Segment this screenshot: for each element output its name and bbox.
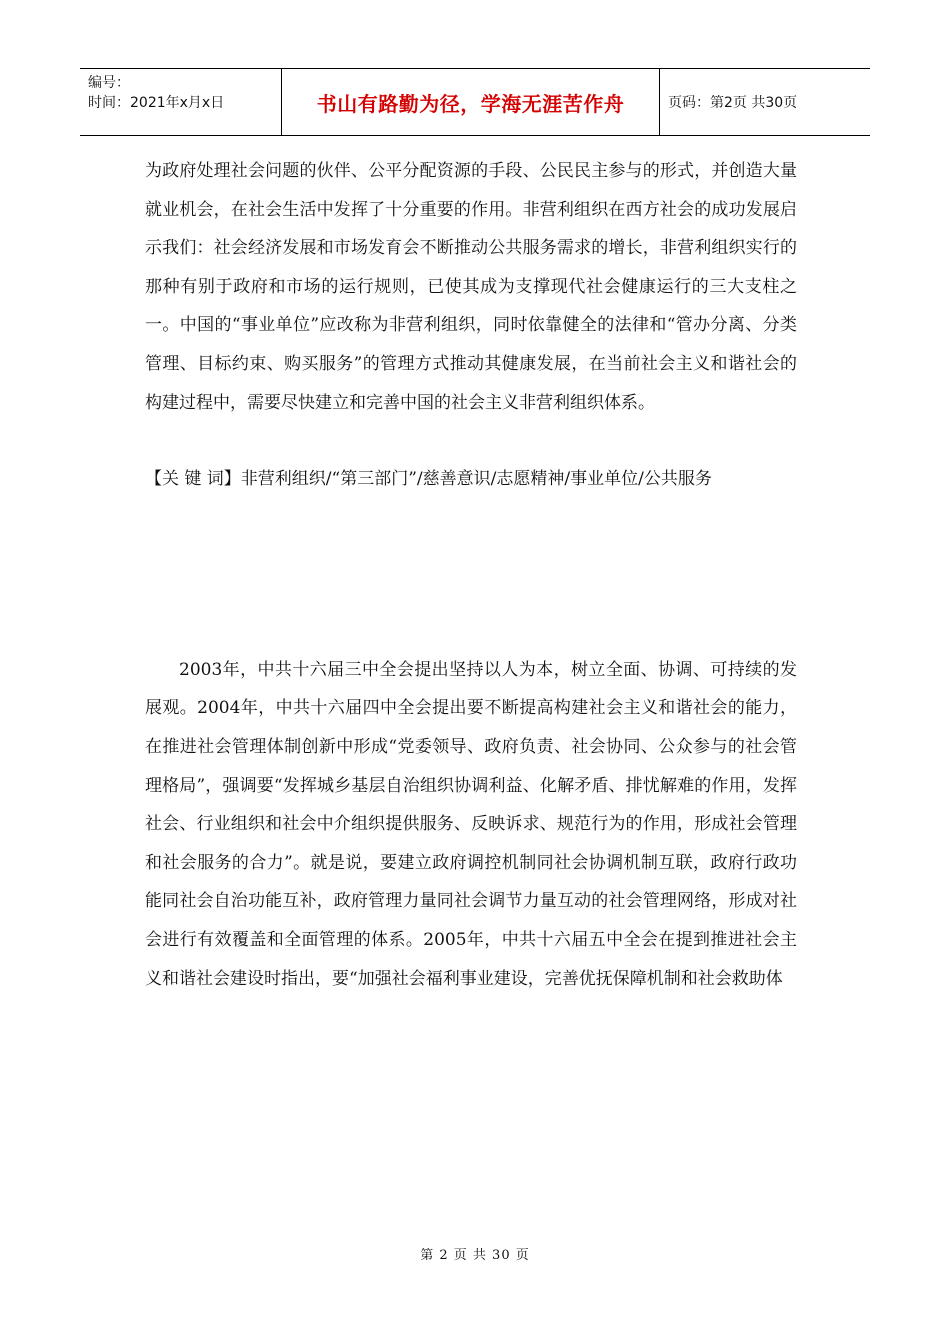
- body-paragraph-2: 2003年，中共十六届三中全会提出坚持以人为本，树立全面、协调、可持续的发展观。2004年，中共十六届四中全会提出要不断提高构建社会主义和谐社会的能力，在推进社会管理体制创新中形成“党委领导、政府负责、社会协同、公众参与的社会管理格局”，强调要“发挥城乡基层自治组织协调利益、化解矛盾、排忧解难的作用，发挥社会、行业组织和社会中介组织提供服务、反映诉求、规范行为的作用，形成社会管理和社会服务的合力”。就是说，要建立政府调控机制同社会协调机制互联，政府行政功能同社会自治功能互补，政府管理力量同社会调节力量互动的社会管理网络，形成对社会进行有效覆盖和全面管理的体系。2005年，中共十六届五中全会在提到推进社会主义和谐社会建设时指出，要“加强社会福利事业建设，完善优抚保障机制和社会救助体: [145, 659, 797, 989]
- document-date: 时间：2021年x月x日: [88, 95, 225, 111]
- page-footer: 第 2 页 共 30 页: [420, 1248, 530, 1263]
- keywords-paragraph: 【关 键 词】非营利组织/“第三部门”/慈善意识/志愿精神/事业单位/公共服务: [145, 469, 712, 490]
- document-body: [145, 152, 797, 998]
- body-paragraph-1: 为政府处理社会问题的伙伴、公平分配资源的手段、公民民主参与的形式，并创造大量就业机会，在社会生活中发挥了十分重要的作用。非营利组织在西方社会的成功发展启示我们：社会经济发展和市场发育会不断推动公共服务需求的增长，非营利组织实行的那种有别于政府和市场的运行规则，已使其成为支撑现代社会健康运行的三大支柱之一。中国的“事业单位”应改称为非营利组织，同时依靠健全的法律和“管办分离、分类管理、目标约束、购买服务”的管理方式推动其健康发展，在当前社会主义和谐社会的构建过程中，需要尽快建立和完善中国的社会主义非营利组织体系。: [145, 161, 797, 413]
- header-motto: 书山有路勤为径，学海无涯苦作舟: [282, 69, 660, 135]
- document-number-label: 编号：: [88, 75, 130, 91]
- header-meta: [80, 69, 282, 135]
- header-page-info: 页码：第2页 共30页: [668, 95, 798, 111]
- document-header: [80, 68, 870, 136]
